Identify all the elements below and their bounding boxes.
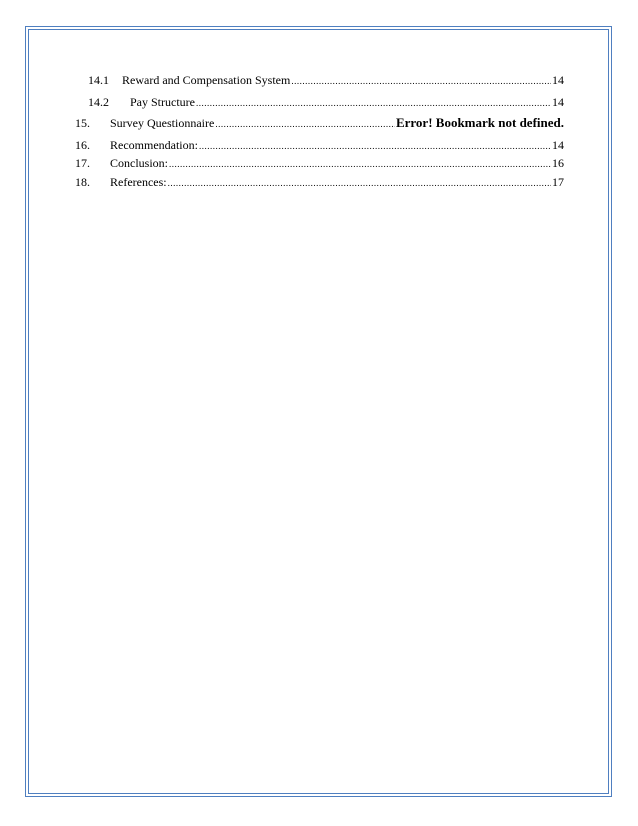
toc-entry-number: 17.	[75, 156, 90, 170]
toc-entry-18[interactable]	[75, 174, 564, 191]
toc-entry-page: 17	[552, 175, 564, 189]
toc-entry-page: 14	[552, 95, 564, 109]
toc-entry-title: Reward and Compensation System	[122, 73, 291, 87]
toc-entry-page: 14	[552, 138, 564, 152]
toc-entry-page-error: Error! Bookmark not defined.	[395, 115, 564, 130]
toc-dot-leader	[199, 138, 551, 154]
toc-entry-title: Recommendation:	[110, 138, 198, 152]
toc-entry-14-1[interactable]	[88, 72, 564, 89]
toc-entry-page: 14	[552, 73, 564, 87]
toc-entry-title: Pay Structure	[130, 95, 195, 109]
toc-entry-17[interactable]	[75, 155, 564, 172]
toc-entry-number: 14.1	[88, 73, 109, 87]
toc-entry-14-2[interactable]	[88, 94, 564, 111]
toc-dot-leader	[291, 73, 551, 89]
toc-entry-16[interactable]	[75, 137, 564, 154]
toc-entry-title: References:	[110, 175, 167, 189]
toc-entry-title: Survey Questionnaire	[110, 116, 215, 130]
toc-entry-15[interactable]	[75, 115, 564, 132]
toc-dot-leader	[168, 175, 551, 191]
toc-entry-page: 16	[552, 156, 564, 170]
toc-dot-leader	[196, 95, 551, 111]
toc-entry-number: 18.	[75, 175, 90, 189]
toc-entry-number: 14.2	[88, 95, 109, 109]
toc-entry-title: Conclusion:	[110, 156, 169, 170]
toc-dot-leader	[169, 156, 551, 172]
toc-entry-number: 15.	[75, 116, 90, 130]
toc-dot-leader	[215, 116, 395, 132]
toc-entry-number: 16.	[75, 138, 90, 152]
